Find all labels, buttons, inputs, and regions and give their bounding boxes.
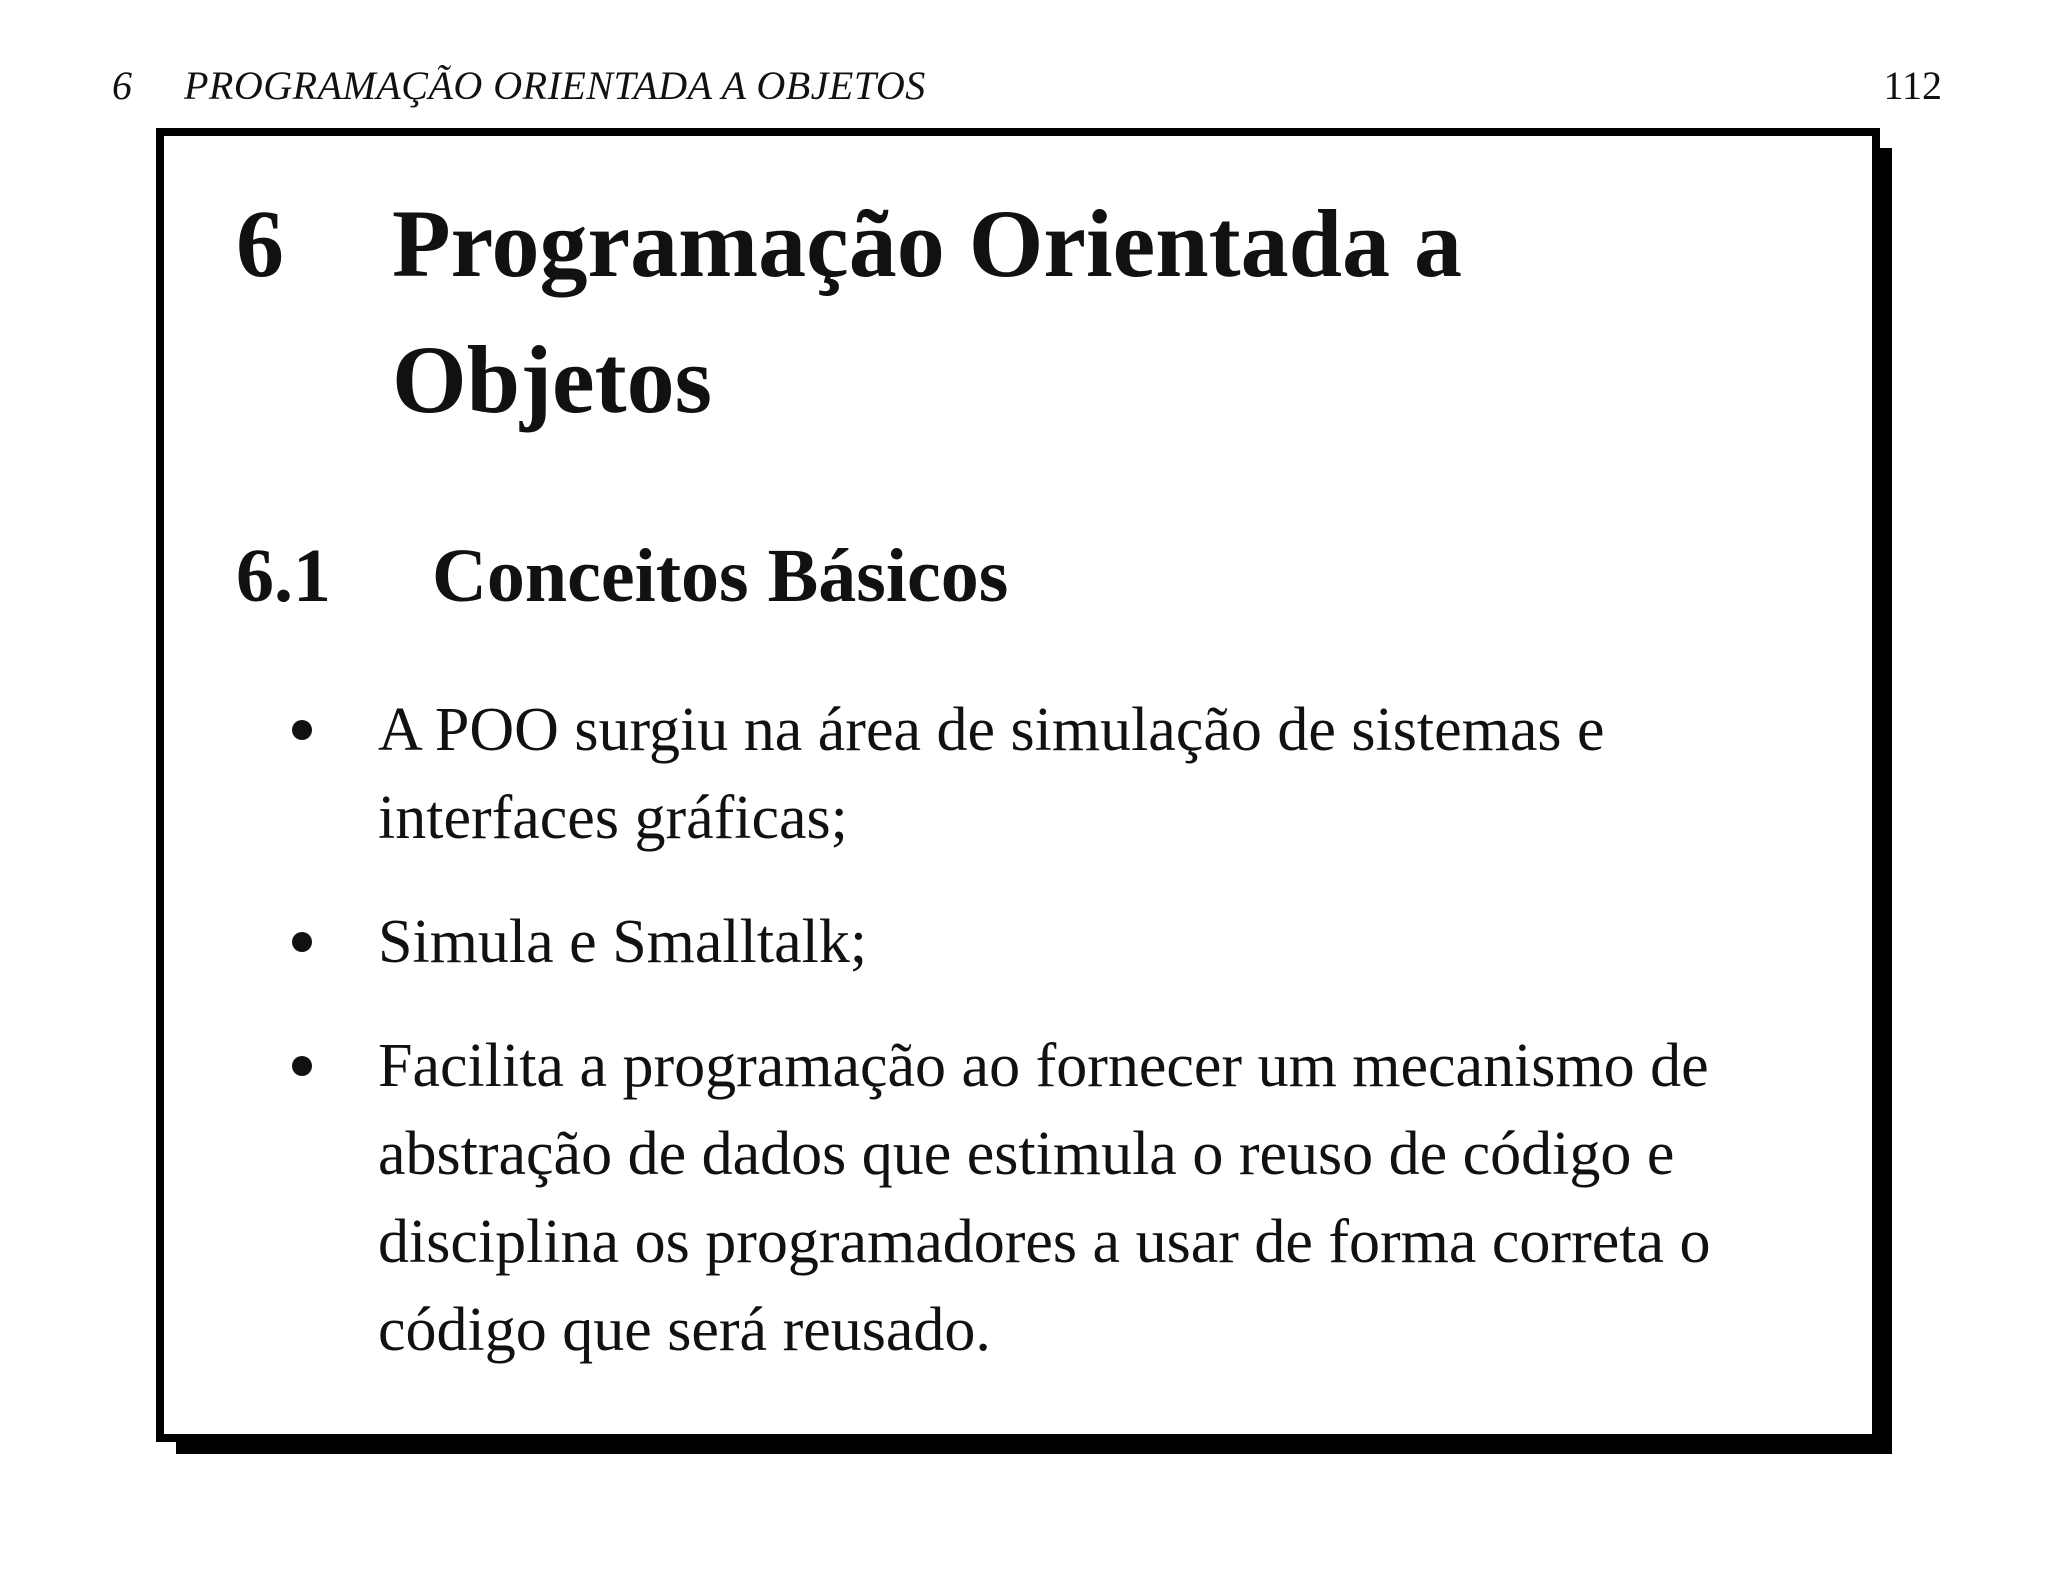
running-header — [112, 56, 1942, 116]
bullet-item — [268, 898, 1828, 986]
section-title: Conceitos Básicos — [432, 534, 1009, 618]
bullet-list — [268, 686, 1828, 1410]
bullet-text: Simula e Smalltalk; — [378, 908, 868, 976]
bullet-text: Facilita a programação ao fornecer um mecanismo de abstração de dados que estimula o reuso de código e disciplina os programadores a usar de forma correta o código que será reusado. — [378, 1032, 1711, 1364]
bullet-text: A POO surgiu na área de simulação de sistemas e interfaces gráficas; — [378, 696, 1605, 852]
bullet-icon — [292, 1056, 312, 1076]
running-header-section-number: 6 — [112, 63, 132, 108]
slide-frame — [156, 128, 1880, 1442]
chapter-title: Programação Orientada a Objetos — [392, 190, 1463, 433]
running-header-section-title: PROGRAMAÇÃO ORIENTADA A OBJETOS — [184, 63, 926, 108]
chapter-number: 6 — [236, 190, 284, 297]
bullet-item — [268, 1022, 1828, 1374]
section-number: 6.1 — [236, 534, 331, 618]
bullet-item — [268, 686, 1828, 862]
bullet-icon — [292, 720, 312, 740]
bullet-icon — [292, 932, 312, 952]
page-number: 112 — [1883, 63, 1942, 108]
